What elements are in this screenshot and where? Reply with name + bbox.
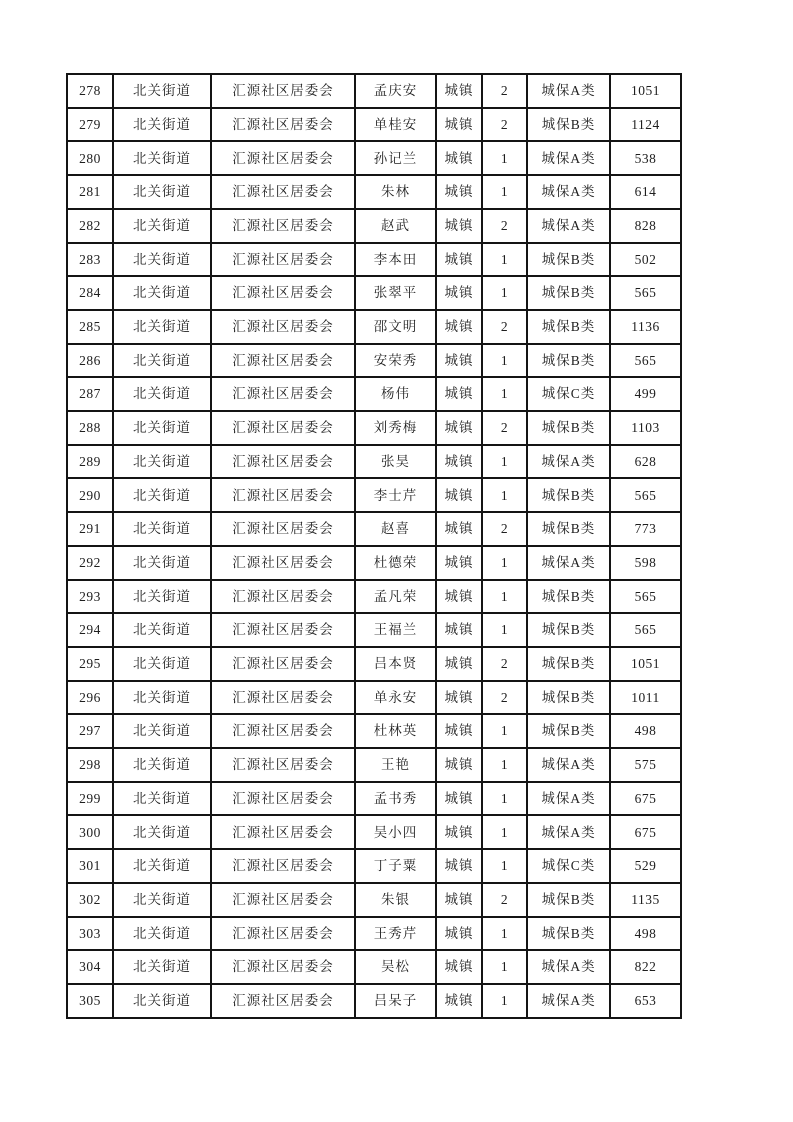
cell-person-name: 单永安 [355, 681, 436, 715]
table-row [67, 580, 681, 614]
cell-amount: 499 [610, 377, 681, 411]
cell-hukou-type: 城镇 [436, 782, 482, 816]
cell-category: 城保B类 [527, 580, 610, 614]
cell-person-name: 单桂安 [355, 108, 436, 142]
cell-hukou-type: 城镇 [436, 883, 482, 917]
cell-person-count: 1 [482, 276, 527, 310]
cell-row-number: 288 [67, 411, 113, 445]
table-row [67, 377, 681, 411]
cell-amount: 822 [610, 950, 681, 984]
cell-row-number: 300 [67, 815, 113, 849]
cell-category: 城保B类 [527, 108, 610, 142]
table-row [67, 950, 681, 984]
cell-amount: 502 [610, 243, 681, 277]
cell-person-name: 吴小四 [355, 815, 436, 849]
cell-row-number: 298 [67, 748, 113, 782]
cell-community: 汇源社区居委会 [211, 782, 355, 816]
cell-row-number: 286 [67, 344, 113, 378]
cell-category: 城保A类 [527, 209, 610, 243]
cell-amount: 598 [610, 546, 681, 580]
cell-category: 城保A类 [527, 141, 610, 175]
table-row [67, 141, 681, 175]
cell-hukou-type: 城镇 [436, 276, 482, 310]
cell-person-count: 1 [482, 849, 527, 883]
cell-person-name: 孟凡荣 [355, 580, 436, 614]
cell-community: 汇源社区居委会 [211, 310, 355, 344]
cell-community: 汇源社区居委会 [211, 141, 355, 175]
cell-hukou-type: 城镇 [436, 815, 482, 849]
cell-hukou-type: 城镇 [436, 647, 482, 681]
cell-community: 汇源社区居委会 [211, 917, 355, 951]
table-row [67, 344, 681, 378]
cell-street: 北关街道 [113, 647, 211, 681]
cell-street: 北关街道 [113, 681, 211, 715]
cell-category: 城保B类 [527, 243, 610, 277]
cell-community: 汇源社区居委会 [211, 883, 355, 917]
table-row [67, 310, 681, 344]
cell-person-name: 赵喜 [355, 512, 436, 546]
cell-row-number: 293 [67, 580, 113, 614]
cell-person-count: 1 [482, 782, 527, 816]
cell-person-count: 1 [482, 613, 527, 647]
cell-person-count: 1 [482, 478, 527, 512]
cell-person-name: 王秀芹 [355, 917, 436, 951]
cell-street: 北关街道 [113, 580, 211, 614]
cell-person-name: 杜林英 [355, 714, 436, 748]
cell-amount: 653 [610, 984, 681, 1018]
table-row [67, 175, 681, 209]
cell-row-number: 292 [67, 546, 113, 580]
cell-person-name: 丁子粟 [355, 849, 436, 883]
cell-street: 北关街道 [113, 782, 211, 816]
cell-person-count: 2 [482, 512, 527, 546]
cell-street: 北关街道 [113, 175, 211, 209]
cell-amount: 498 [610, 714, 681, 748]
cell-person-name: 李本田 [355, 243, 436, 277]
cell-row-number: 294 [67, 613, 113, 647]
cell-row-number: 280 [67, 141, 113, 175]
cell-amount: 1103 [610, 411, 681, 445]
table-row [67, 613, 681, 647]
cell-hukou-type: 城镇 [436, 310, 482, 344]
cell-row-number: 304 [67, 950, 113, 984]
cell-person-count: 1 [482, 815, 527, 849]
cell-community: 汇源社区居委会 [211, 74, 355, 108]
cell-street: 北关街道 [113, 883, 211, 917]
cell-street: 北关街道 [113, 310, 211, 344]
cell-row-number: 279 [67, 108, 113, 142]
cell-amount: 565 [610, 613, 681, 647]
cell-street: 北关街道 [113, 377, 211, 411]
cell-person-count: 1 [482, 141, 527, 175]
cell-category: 城保A类 [527, 546, 610, 580]
cell-amount: 565 [610, 580, 681, 614]
cell-category: 城保C类 [527, 377, 610, 411]
table-row [67, 883, 681, 917]
cell-street: 北关街道 [113, 108, 211, 142]
cell-category: 城保B类 [527, 917, 610, 951]
cell-amount: 529 [610, 849, 681, 883]
cell-person-count: 1 [482, 546, 527, 580]
cell-amount: 1136 [610, 310, 681, 344]
cell-row-number: 291 [67, 512, 113, 546]
cell-person-count: 2 [482, 647, 527, 681]
cell-person-count: 1 [482, 344, 527, 378]
cell-street: 北关街道 [113, 512, 211, 546]
cell-category: 城保B类 [527, 310, 610, 344]
cell-street: 北关街道 [113, 478, 211, 512]
cell-person-count: 1 [482, 580, 527, 614]
cell-street: 北关街道 [113, 276, 211, 310]
cell-hukou-type: 城镇 [436, 714, 482, 748]
cell-street: 北关街道 [113, 917, 211, 951]
cell-person-count: 1 [482, 243, 527, 277]
cell-community: 汇源社区居委会 [211, 580, 355, 614]
table-row [67, 108, 681, 142]
cell-community: 汇源社区居委会 [211, 445, 355, 479]
cell-category: 城保A类 [527, 74, 610, 108]
cell-amount: 675 [610, 782, 681, 816]
cell-hukou-type: 城镇 [436, 984, 482, 1018]
cell-amount: 1051 [610, 74, 681, 108]
cell-category: 城保C类 [527, 849, 610, 883]
cell-community: 汇源社区居委会 [211, 984, 355, 1018]
table-row [67, 782, 681, 816]
cell-category: 城保A类 [527, 782, 610, 816]
cell-community: 汇源社区居委会 [211, 108, 355, 142]
cell-person-name: 王福兰 [355, 613, 436, 647]
table-row [67, 411, 681, 445]
cell-row-number: 282 [67, 209, 113, 243]
cell-row-number: 295 [67, 647, 113, 681]
cell-hukou-type: 城镇 [436, 681, 482, 715]
cell-row-number: 290 [67, 478, 113, 512]
cell-person-name: 吕本贤 [355, 647, 436, 681]
table-row [67, 984, 681, 1018]
cell-category: 城保B类 [527, 512, 610, 546]
cell-category: 城保B类 [527, 883, 610, 917]
table-row [67, 445, 681, 479]
cell-person-count: 1 [482, 984, 527, 1018]
cell-amount: 1124 [610, 108, 681, 142]
cell-street: 北关街道 [113, 714, 211, 748]
cell-person-name: 吕呆子 [355, 984, 436, 1018]
cell-hukou-type: 城镇 [436, 445, 482, 479]
cell-person-count: 2 [482, 108, 527, 142]
cell-category: 城保A类 [527, 445, 610, 479]
table-row [67, 714, 681, 748]
cell-street: 北关街道 [113, 209, 211, 243]
cell-hukou-type: 城镇 [436, 74, 482, 108]
cell-category: 城保A类 [527, 984, 610, 1018]
cell-amount: 1011 [610, 681, 681, 715]
cell-community: 汇源社区居委会 [211, 647, 355, 681]
cell-hukou-type: 城镇 [436, 243, 482, 277]
cell-street: 北关街道 [113, 984, 211, 1018]
cell-community: 汇源社区居委会 [211, 613, 355, 647]
cell-person-count: 2 [482, 74, 527, 108]
cell-street: 北关街道 [113, 243, 211, 277]
cell-amount: 773 [610, 512, 681, 546]
cell-amount: 628 [610, 445, 681, 479]
table-row [67, 276, 681, 310]
cell-amount: 538 [610, 141, 681, 175]
cell-row-number: 296 [67, 681, 113, 715]
cell-community: 汇源社区居委会 [211, 512, 355, 546]
cell-category: 城保A类 [527, 748, 610, 782]
cell-community: 汇源社区居委会 [211, 950, 355, 984]
cell-community: 汇源社区居委会 [211, 478, 355, 512]
cell-row-number: 281 [67, 175, 113, 209]
cell-street: 北关街道 [113, 748, 211, 782]
cell-person-name: 杜德荣 [355, 546, 436, 580]
cell-community: 汇源社区居委会 [211, 546, 355, 580]
cell-hukou-type: 城镇 [436, 580, 482, 614]
cell-person-count: 2 [482, 209, 527, 243]
cell-hukou-type: 城镇 [436, 175, 482, 209]
cell-hukou-type: 城镇 [436, 512, 482, 546]
cell-person-name: 吴松 [355, 950, 436, 984]
cell-street: 北关街道 [113, 613, 211, 647]
cell-person-name: 张翠平 [355, 276, 436, 310]
cell-category: 城保B类 [527, 344, 610, 378]
cell-row-number: 283 [67, 243, 113, 277]
beneficiary-table [66, 73, 682, 1019]
cell-amount: 614 [610, 175, 681, 209]
cell-community: 汇源社区居委会 [211, 681, 355, 715]
table-row [67, 748, 681, 782]
cell-community: 汇源社区居委会 [211, 377, 355, 411]
cell-community: 汇源社区居委会 [211, 243, 355, 277]
cell-street: 北关街道 [113, 950, 211, 984]
cell-category: 城保B类 [527, 478, 610, 512]
cell-street: 北关街道 [113, 445, 211, 479]
cell-community: 汇源社区居委会 [211, 411, 355, 445]
cell-person-name: 王艳 [355, 748, 436, 782]
cell-hukou-type: 城镇 [436, 108, 482, 142]
cell-person-name: 孙记兰 [355, 141, 436, 175]
cell-street: 北关街道 [113, 344, 211, 378]
cell-row-number: 299 [67, 782, 113, 816]
cell-street: 北关街道 [113, 141, 211, 175]
cell-row-number: 297 [67, 714, 113, 748]
cell-person-name: 孟庆安 [355, 74, 436, 108]
cell-amount: 1135 [610, 883, 681, 917]
cell-street: 北关街道 [113, 74, 211, 108]
cell-street: 北关街道 [113, 411, 211, 445]
table-row [67, 647, 681, 681]
cell-community: 汇源社区居委会 [211, 209, 355, 243]
table-row [67, 917, 681, 951]
cell-row-number: 287 [67, 377, 113, 411]
cell-person-count: 2 [482, 883, 527, 917]
table-row [67, 546, 681, 580]
cell-person-count: 2 [482, 681, 527, 715]
cell-person-count: 1 [482, 917, 527, 951]
cell-person-name: 刘秀梅 [355, 411, 436, 445]
cell-row-number: 278 [67, 74, 113, 108]
cell-person-count: 1 [482, 714, 527, 748]
cell-person-name: 邵文明 [355, 310, 436, 344]
cell-amount: 675 [610, 815, 681, 849]
cell-row-number: 303 [67, 917, 113, 951]
cell-hukou-type: 城镇 [436, 141, 482, 175]
cell-person-name: 孟书秀 [355, 782, 436, 816]
table-row [67, 815, 681, 849]
cell-community: 汇源社区居委会 [211, 175, 355, 209]
cell-community: 汇源社区居委会 [211, 815, 355, 849]
cell-person-count: 1 [482, 445, 527, 479]
cell-category: 城保A类 [527, 815, 610, 849]
cell-community: 汇源社区居委会 [211, 714, 355, 748]
cell-category: 城保B类 [527, 613, 610, 647]
cell-row-number: 284 [67, 276, 113, 310]
cell-hukou-type: 城镇 [436, 546, 482, 580]
cell-category: 城保B类 [527, 714, 610, 748]
cell-hukou-type: 城镇 [436, 411, 482, 445]
cell-hukou-type: 城镇 [436, 950, 482, 984]
table-row [67, 74, 681, 108]
cell-person-count: 1 [482, 377, 527, 411]
table-row [67, 209, 681, 243]
cell-category: 城保B类 [527, 647, 610, 681]
cell-amount: 565 [610, 344, 681, 378]
cell-hukou-type: 城镇 [436, 849, 482, 883]
cell-category: 城保B类 [527, 411, 610, 445]
table-row [67, 849, 681, 883]
cell-person-count: 2 [482, 310, 527, 344]
cell-person-name: 杨伟 [355, 377, 436, 411]
cell-hukou-type: 城镇 [436, 478, 482, 512]
cell-amount: 498 [610, 917, 681, 951]
cell-hukou-type: 城镇 [436, 613, 482, 647]
cell-hukou-type: 城镇 [436, 748, 482, 782]
cell-person-name: 赵武 [355, 209, 436, 243]
cell-hukou-type: 城镇 [436, 209, 482, 243]
table-row [67, 478, 681, 512]
cell-amount: 565 [610, 276, 681, 310]
cell-community: 汇源社区居委会 [211, 748, 355, 782]
cell-amount: 1051 [610, 647, 681, 681]
cell-person-name: 李士芹 [355, 478, 436, 512]
cell-category: 城保A类 [527, 175, 610, 209]
cell-person-count: 1 [482, 175, 527, 209]
cell-row-number: 302 [67, 883, 113, 917]
cell-category: 城保B类 [527, 276, 610, 310]
cell-person-name: 张昊 [355, 445, 436, 479]
cell-amount: 575 [610, 748, 681, 782]
cell-row-number: 289 [67, 445, 113, 479]
cell-person-name: 朱银 [355, 883, 436, 917]
table-row [67, 681, 681, 715]
table-body [67, 74, 681, 1018]
table-row [67, 243, 681, 277]
cell-row-number: 285 [67, 310, 113, 344]
cell-person-count: 1 [482, 748, 527, 782]
cell-hukou-type: 城镇 [436, 377, 482, 411]
cell-person-count: 2 [482, 411, 527, 445]
cell-row-number: 305 [67, 984, 113, 1018]
cell-street: 北关街道 [113, 849, 211, 883]
cell-street: 北关街道 [113, 546, 211, 580]
cell-person-name: 安荣秀 [355, 344, 436, 378]
table-row [67, 512, 681, 546]
cell-community: 汇源社区居委会 [211, 276, 355, 310]
cell-amount: 565 [610, 478, 681, 512]
cell-hukou-type: 城镇 [436, 344, 482, 378]
cell-category: 城保B类 [527, 681, 610, 715]
cell-street: 北关街道 [113, 815, 211, 849]
cell-amount: 828 [610, 209, 681, 243]
cell-community: 汇源社区居委会 [211, 849, 355, 883]
cell-person-name: 朱林 [355, 175, 436, 209]
cell-hukou-type: 城镇 [436, 917, 482, 951]
cell-community: 汇源社区居委会 [211, 344, 355, 378]
cell-row-number: 301 [67, 849, 113, 883]
cell-category: 城保A类 [527, 950, 610, 984]
cell-person-count: 1 [482, 950, 527, 984]
